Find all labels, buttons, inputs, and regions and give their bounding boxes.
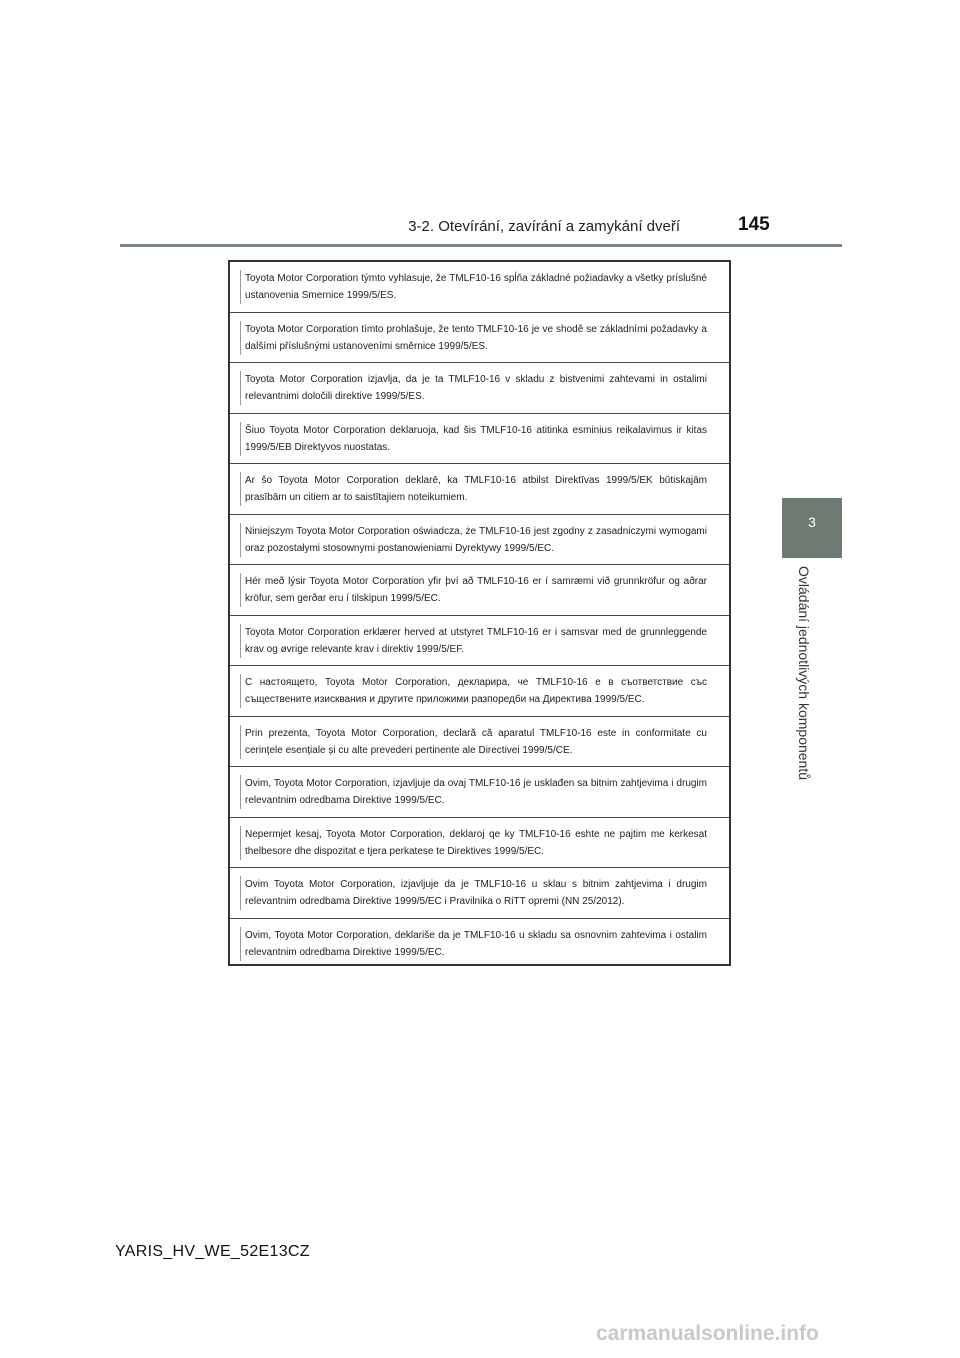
- chapter-number: 3: [808, 514, 816, 530]
- declaration-row: [230, 919, 729, 970]
- declaration-row: [230, 515, 729, 566]
- header-divider: [120, 244, 842, 247]
- watermark: carmanualsonline.info: [596, 1322, 819, 1345]
- document-code: YARIS_HV_WE_52E13CZ: [115, 1243, 310, 1260]
- declaration-row: [230, 868, 729, 919]
- declaration-text: С настоящето, Toyota Motor Corporation, декларира, че TMLF10-16 е в съответствие със съществените изисквания и другите приложими разпоредби на Директива 1999/5/ЕС.: [240, 674, 707, 708]
- declaration-text: Nepermjet kesaj, Toyota Motor Corporation, deklaroj qe ky TMLF10-16 eshte ne pajtim me kerkesat thelbesore dhe dispozitat e tjera perkatese te Direktives 1999/5/EC.: [240, 826, 707, 860]
- declaration-row: [230, 565, 729, 616]
- declaration-row: [230, 717, 729, 768]
- declarations-box: [228, 260, 731, 966]
- declaration-row: [230, 313, 729, 364]
- chapter-tab: [782, 498, 842, 558]
- declaration-text: Šiuo Toyota Motor Corporation deklaruoja, kad šis TMLF10-16 atitinka esminius reikalavimus ir kitas 1999/5/EB Direktyvos nuostatas.: [240, 422, 707, 456]
- declaration-text: Ovim, Toyota Motor Corporation, izjavljuje da ovaj TMLF10-16 je usklađen sa bitnim zahtjevima i drugim relevantnim odredbama Direktive 1999/5/EC.: [240, 775, 707, 809]
- section-title: 3-2. Otevírání, zavírání a zamykání dveří: [408, 218, 680, 235]
- declaration-text: Ovim, Toyota Motor Corporation, deklariše da je TMLF10-16 u skladu sa osnovnim zahtevima i ostalim relevantnim odredbama Direktive 1999/5/EC.: [240, 927, 707, 961]
- declaration-row: [230, 262, 729, 313]
- declaration-text: Toyota Motor Corporation izjavlja, da je ta TMLF10-16 v skladu z bistvenimi zahtevami in ostalimi relevantnimi določili direktive 1999/5/ES.: [240, 371, 707, 405]
- chapter-title-wrap: [782, 566, 842, 806]
- declaration-text: Ar šo Toyota Motor Corporation deklarē, ka TMLF10-16 atbilst Direktīvas 1999/5/EK būtiskajām prasībām un citiem ar to saistītajiem noteikumiem.: [240, 472, 707, 506]
- declaration-row: [230, 666, 729, 717]
- declaration-text: Toyota Motor Corporation tímto prohlašuje, že tento TMLF10-16 je ve shodě se základními požadavky a dalšími příslušnými ustanoveními směrnice 1999/5/ES.: [240, 321, 707, 355]
- declaration-text: Ovim Toyota Motor Corporation, izjavljuje da je TMLF10-16 u sklau s bitnim zahtjevima i drugim relevantnim odredbama Direktive 1999/5/EC i Pravilnika o RiTT opremi (NN 25/2012).: [240, 876, 707, 910]
- declaration-row: [230, 616, 729, 667]
- declaration-text: Niniejszym Toyota Motor Corporation oświadcza, że TMLF10-16 jest zgodny z zasadniczymi wymogami oraz pozostałymi stosownymi postanowieniami Dyrektywy 1999/5/EC.: [240, 523, 707, 557]
- declaration-row: [230, 414, 729, 465]
- chapter-title: Ovládání jednotlivých komponentů: [796, 566, 812, 781]
- declaration-text: Toyota Motor Corporation erklærer herved at utstyret TMLF10-16 er i samsvar med de grunnleggende krav og øvrige relevante krav i direktiv 1999/5/EF.: [240, 624, 707, 658]
- declaration-row: [230, 818, 729, 869]
- declaration-text: Toyota Motor Corporation týmto vyhlasuje, že TMLF10-16 spĺňa základné požiadavky a všetky príslušné ustanovenia Smernice 1999/5/ES.: [240, 270, 707, 304]
- declaration-row: [230, 464, 729, 515]
- declaration-row: [230, 363, 729, 414]
- declaration-text: Hér með lýsir Toyota Motor Corporation yfir því að TMLF10-16 er í samræmi við grunnkröfur og aðrar kröfur, sem gerðar eru í tilskipun 1999/5/EC.: [240, 573, 707, 607]
- declaration-row: [230, 767, 729, 818]
- page-number: 145: [738, 214, 770, 235]
- declaration-text: Prin prezenta, Toyota Motor Corporation, declară că aparatul TMLF10-16 este in conformitate cu cerințele esențiale și cu alte prevederi pertinente ale Directivei 1999/5/CE.: [240, 725, 707, 759]
